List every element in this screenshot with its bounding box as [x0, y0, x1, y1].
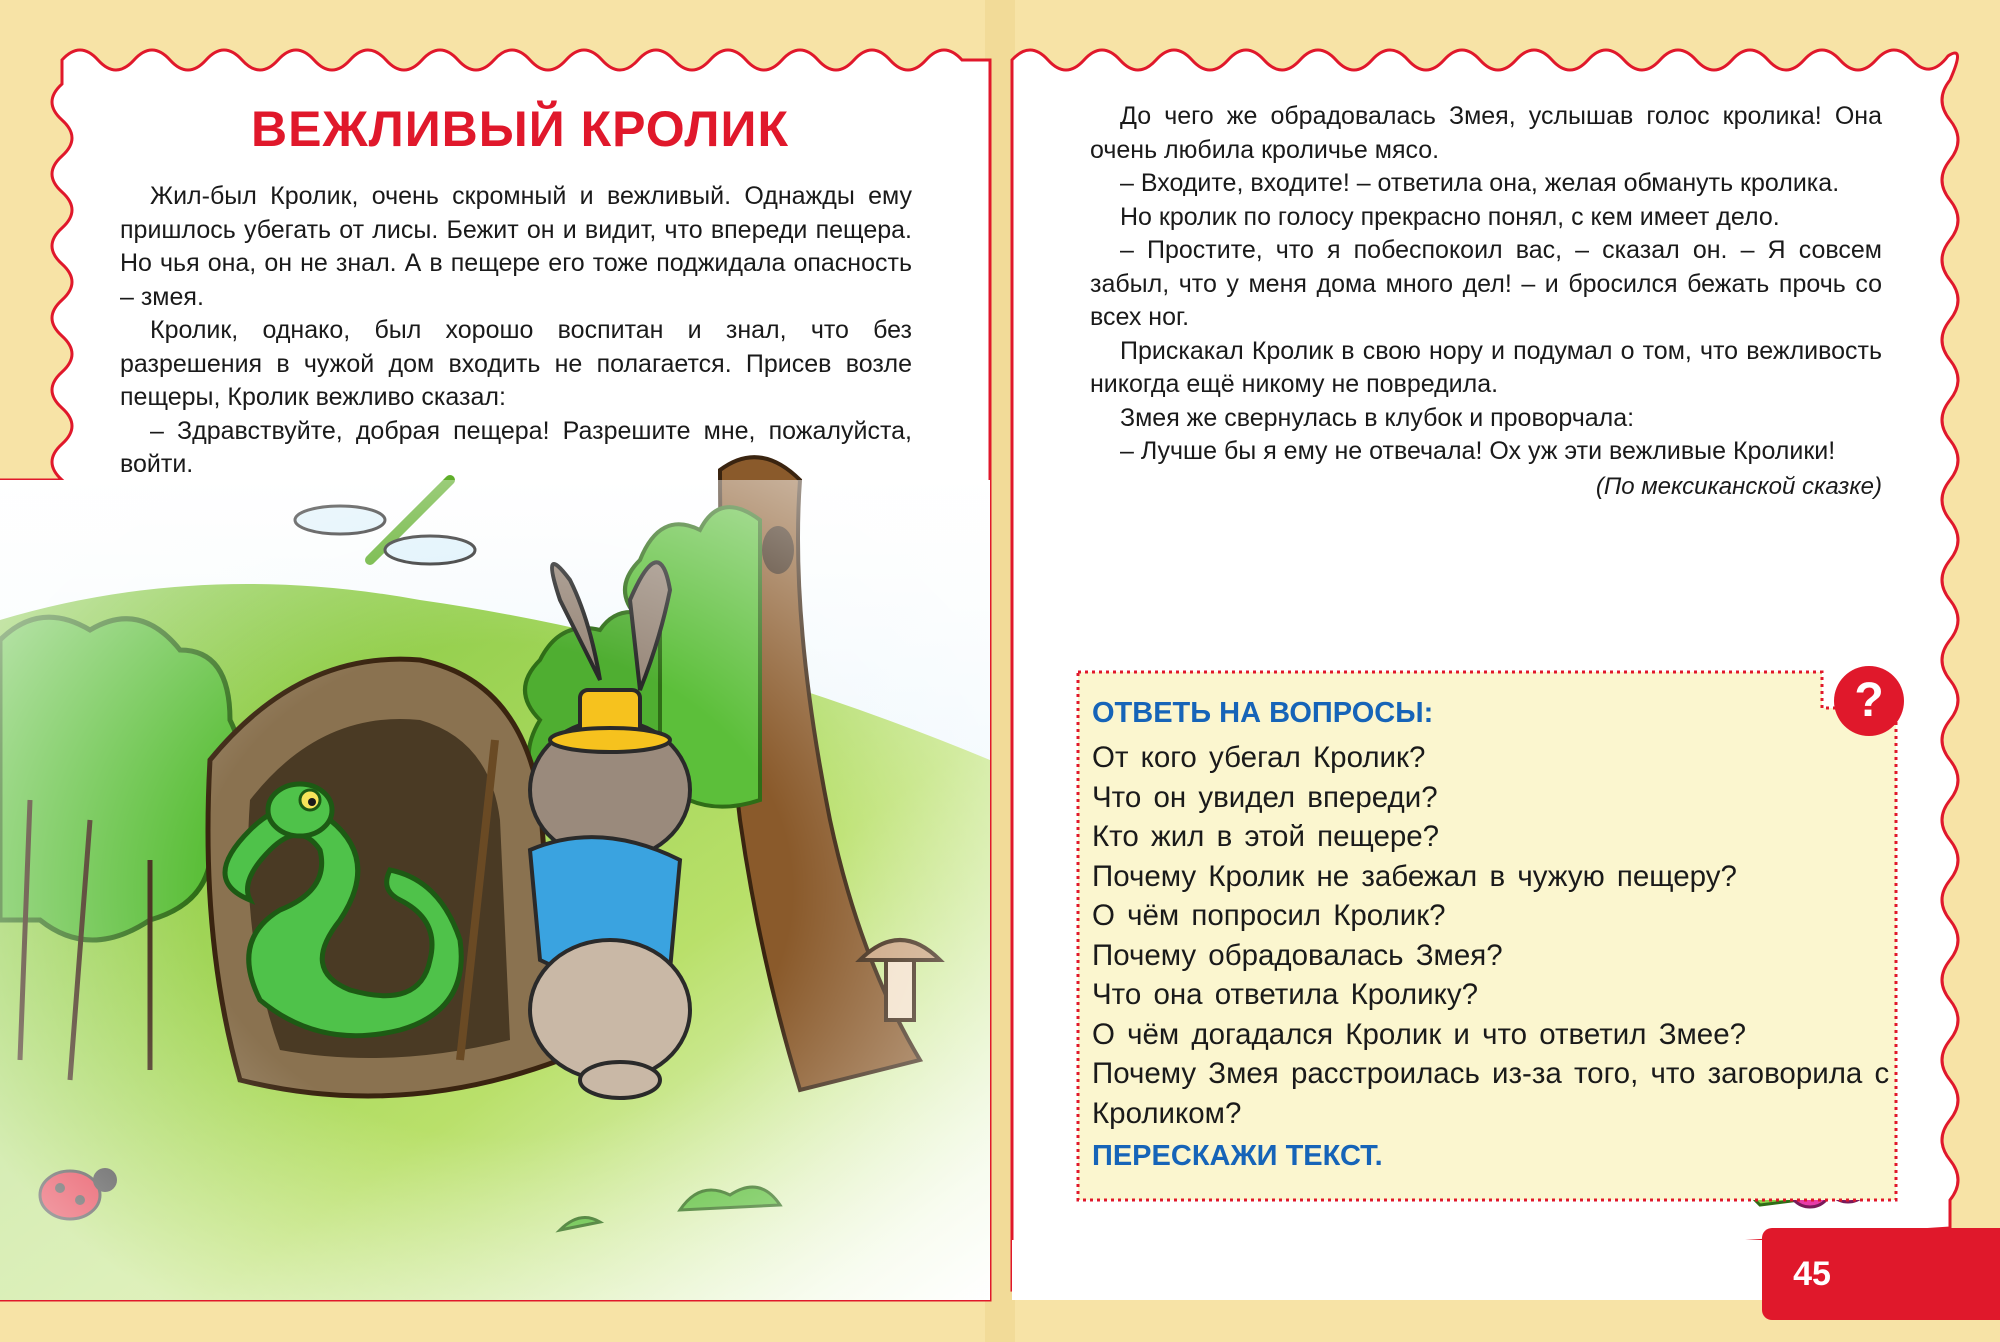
question-item: Кто жил в этой пещере?	[1092, 820, 1440, 853]
question-item: Почему обрадовалась Змея?	[1092, 938, 1503, 972]
story-paragraph: – Входите, входите! – ответила она, желая обмануть кролика.	[1120, 169, 1840, 197]
story-paragraph: Кролик, однако, был хорошо воспитан и знал, что без разрешения в чужой дом входить не полагается. Присев возле пещеры, Кролик вежливо сказал:	[120, 316, 912, 411]
questions-heading: ОТВЕТЬ НА ВОПРОСЫ:	[1092, 697, 1434, 729]
questions-list	[1092, 738, 1892, 1133]
question-mark-icon: ?	[1834, 666, 1904, 736]
question-item: Почему Змея расстроилась из-за того, что заговорила с Кроликом?	[1092, 1057, 1890, 1130]
story-paragraph: – Простите, что я побеспокоил вас, – сказал он. – Я совсем забыл, что у меня дома много дел! – и бросился бежать прочь со всех ног.	[1090, 236, 1882, 331]
retell-instruction: ПЕРЕСКАЖИ ТЕКСТ.	[1092, 1140, 1383, 1172]
story-paragraph: До чего же обрадовалась Змея, услышав голос кролика! Она очень любила кроличье мясо.	[1090, 102, 1882, 164]
story-paragraph: Но кролик по голосу прекрасно понял, с кем имеет дело.	[1120, 202, 1780, 231]
question-item: О чём догадался Кролик и что ответил Змее?	[1092, 1017, 1747, 1051]
story-paragraph: Жил-был Кролик, очень скромный и вежливый. Однажды ему пришлось убегать от лисы. Бежит он и видит, что впереди пещера. Но чья она, он не знал. А в пещере его тоже поджидала опасность – змея.	[120, 182, 912, 311]
story-source: (По мексиканской сказке)	[1595, 472, 1882, 500]
story-paragraph: – Здравствуйте, добрая пещера! Разрешите мне, пожалуйста, войти.	[120, 416, 912, 478]
story-paragraph: Змея же свернулась в клубок и проворчала:	[1120, 403, 1635, 432]
page-number: 45	[1793, 1255, 1831, 1293]
story-paragraph: – Лучше бы я ему не отвечала! Ох уж эти вежливые Кролики!	[1120, 437, 1836, 465]
question-item: Что она ответила Кролику?	[1092, 978, 1479, 1011]
story-text-right	[1090, 100, 1882, 501]
story-title: ВЕЖЛИВЫЙ КРОЛИК	[251, 101, 789, 157]
story-paragraph: Прискакал Кролик в свою нору и подумал о том, что вежливость никогда ещё никому не повредила.	[1090, 336, 1882, 398]
question-item: Почему Кролик не забежал в чужую пещеру?	[1092, 859, 1737, 893]
story-text-left	[120, 180, 912, 482]
question-item: Что он увидел впереди?	[1092, 780, 1438, 814]
question-item: От кого убегал Кролик?	[1092, 741, 1426, 774]
question-item: О чём попросил Кролик?	[1092, 899, 1446, 932]
